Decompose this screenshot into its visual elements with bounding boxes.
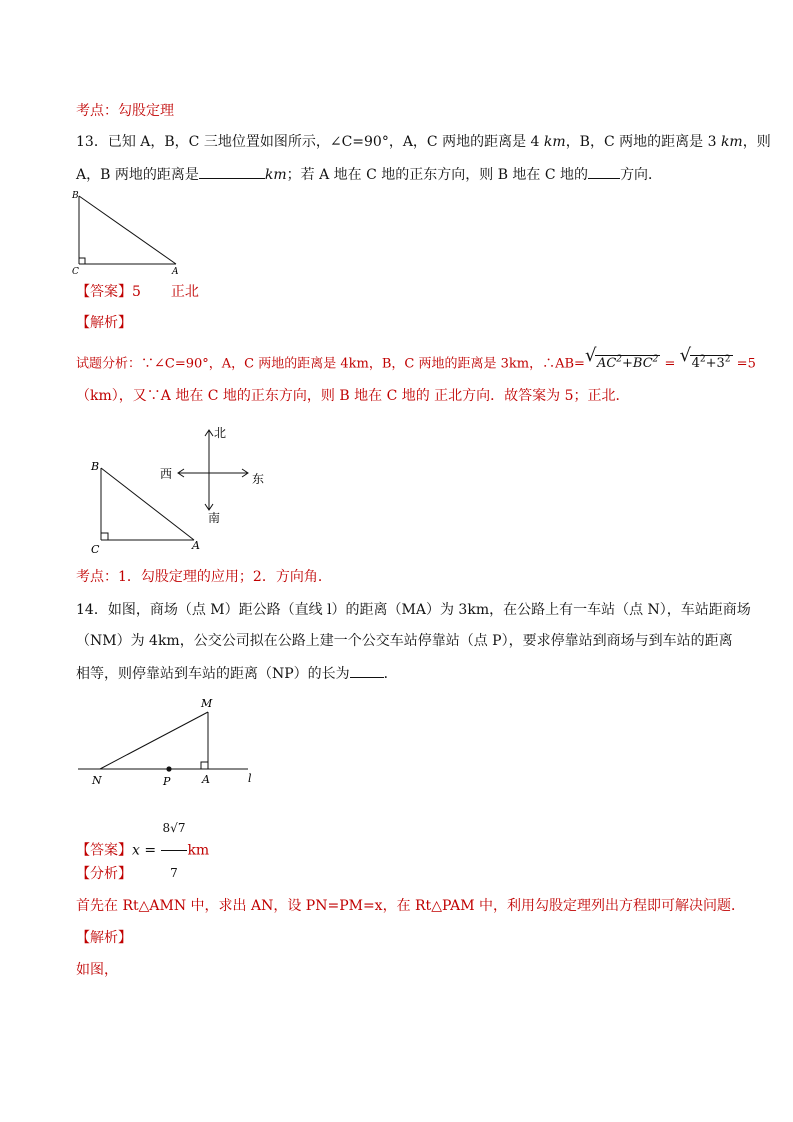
sqrt-expression: √ $4^2+3^2$: [679, 345, 731, 372]
label-l: l: [248, 772, 252, 785]
sqrt-expression: √ $AC^2+BC^2$: [584, 345, 659, 372]
q13-solution-line1: [76, 345, 756, 374]
compass-north: 北: [214, 426, 227, 440]
q14-line2: （NM）为 4km，公交公司拟在公路上建一个公交车站停靠站（点 P），要求停靠站到商场与到车站的距离: [76, 633, 733, 649]
answer-var: x =: [132, 842, 157, 859]
compass-south: 南: [208, 511, 221, 525]
unit-km: km: [543, 134, 566, 150]
unit-km: km: [187, 842, 210, 859]
fraction-denominator: 7: [170, 866, 178, 880]
q13-text: ；若 A 地在 C 地的正东方向，则 B 地在 C 地的: [286, 167, 589, 183]
answer-blank: [350, 663, 384, 678]
fraction-numerator: 8√7: [161, 806, 188, 851]
q14-text: 相等，则停靠站到车站的距离（NP）的长为: [76, 666, 350, 682]
q13-number: 13．: [76, 134, 108, 150]
answer-fraction: [161, 806, 188, 895]
q14-text: ．: [383, 666, 398, 682]
q13-text: A，B 两地的距离是: [76, 167, 199, 183]
fenxi-tag: 【分析】: [76, 866, 132, 882]
q14-number: 14．: [76, 602, 108, 618]
label-b: B: [72, 191, 79, 201]
side-ab: [101, 468, 194, 540]
label-c: C: [91, 543, 100, 556]
side-ab: [79, 196, 176, 264]
fenxi-text: 首先在 Rt△AMN 中，求出 AN，设 PN=PM=x，在 Rt△PAM 中，利用勾股定理列出方程即可解决问题．: [76, 898, 745, 914]
q13-solution-line2: （km），又∵A 地在 C 地的正东方向，则 B 地在 C 地的 正北方向．故答案为 5；正北．: [76, 388, 630, 404]
q13-text: 已知 A，B，C 三地位置如图所示，∠C=90°，A，C 两地的距离是 4: [107, 134, 540, 150]
label-m: M: [201, 697, 213, 710]
right-angle-mark: [101, 533, 108, 540]
compass-east: 东: [252, 472, 265, 486]
q13-text: ，B，C 两地的距离是 3: [565, 134, 717, 150]
unit-km: km: [720, 134, 743, 150]
answer-value: 正北: [170, 284, 199, 300]
label-b: B: [91, 460, 100, 473]
segment-nm: [100, 712, 208, 769]
q13-line2: [76, 164, 662, 185]
q14-text: 如图，商场（点 M）距公路（直线 l）的距离（MA）为 3km，在公路上有一车站（点 N），车站距商场: [107, 602, 751, 618]
answer-tag: 【答案】: [76, 842, 132, 859]
triangle-compass-figure: [82, 422, 282, 556]
jiexi-tag-2: 【解析】: [76, 930, 132, 946]
kaodian-label: 考点：勾股定理: [76, 103, 174, 119]
q13-line1: [76, 132, 771, 152]
label-a: A: [192, 539, 200, 552]
road-triangle-figure: [76, 692, 266, 788]
solution-text: =: [664, 356, 676, 372]
q14-line3: [76, 663, 398, 684]
answer-tag: 【答案】: [76, 284, 132, 300]
q13-answer: [76, 282, 199, 302]
unit-km: km: [264, 167, 287, 183]
q13-text: ，则: [742, 134, 771, 150]
answer-value: 5: [132, 284, 141, 300]
q14-line1: [76, 600, 751, 620]
rutu-text: 如图，: [76, 962, 118, 978]
label-p: P: [163, 775, 171, 788]
q13-text: 方向．: [620, 167, 663, 183]
right-angle-mark: [79, 258, 85, 264]
label-n: N: [92, 774, 102, 787]
compass-west: 西: [160, 467, 173, 481]
jiexi-tag: 【解析】: [76, 315, 132, 331]
solution-text: 试题分析：∵∠C=90°，A，C 两地的距离是 4km，B，C 两地的距离是 3km，∴AB=: [76, 356, 585, 372]
right-angle-mark: [201, 762, 208, 769]
kaodian2: 考点：1．勾股定理的应用；2．方向角．: [76, 569, 332, 585]
answer-blank: [199, 164, 265, 179]
solution-text: =5: [736, 356, 756, 372]
point-p-dot: [166, 766, 171, 771]
triangle-figure-1: [68, 188, 188, 276]
label-c: C: [72, 267, 79, 276]
answer-blank: [588, 164, 620, 179]
label-a: A: [172, 267, 179, 276]
label-a: A: [202, 773, 210, 786]
